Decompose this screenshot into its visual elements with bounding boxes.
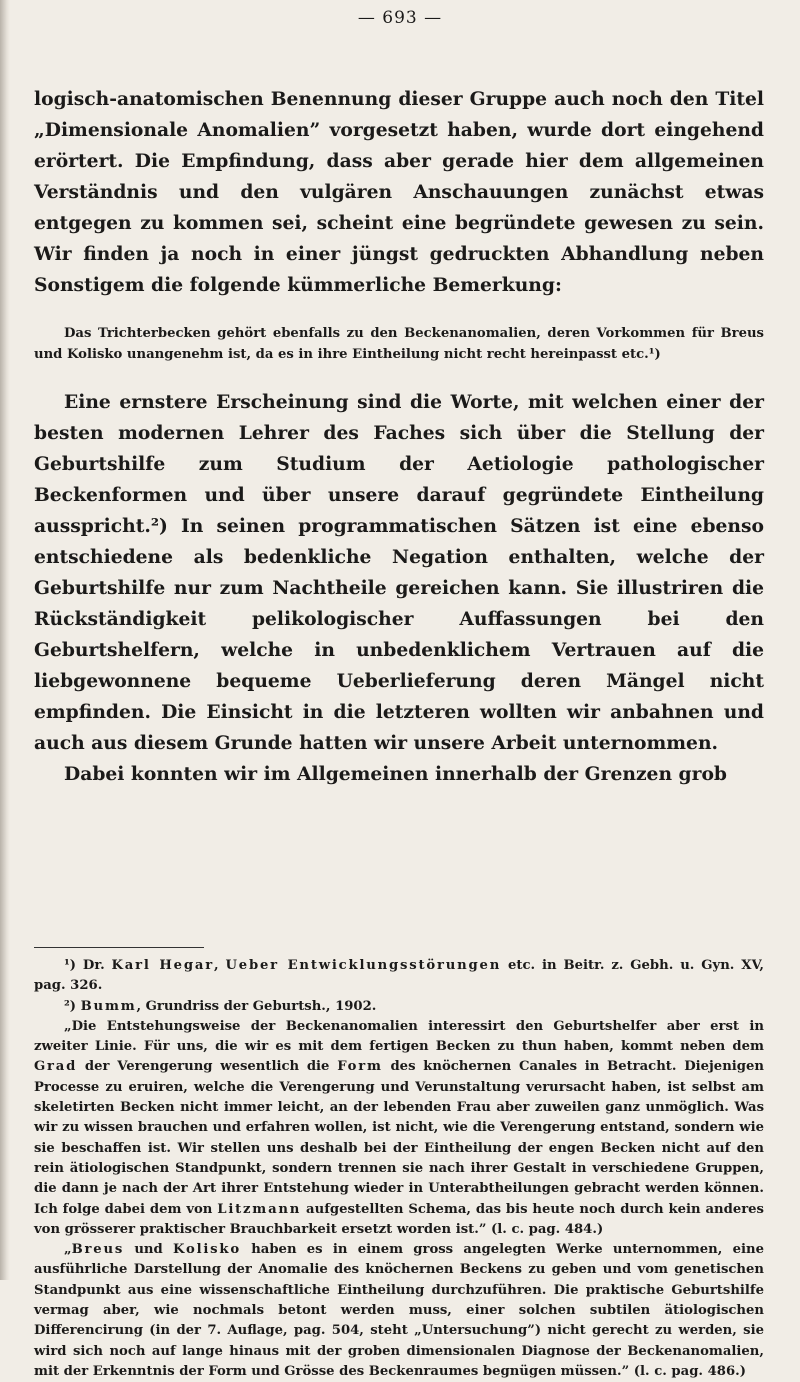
page-edge-shadow (0, 0, 10, 1280)
main-paragraph-1 (34, 84, 764, 301)
paragraph-text: logisch-anatomischen Benennung dieser Gruppe auch noch den Titel „Dimensionale Anomalien” vorgesetzt haben, wurde dort eingehend erörtert. Die Empfindung, dass aber gerade hier dem allgemeinen Verständnis und den vulgären Anschauungen zunächst etwas entgegen zu kommen sei, scheint eine begründete gewesen zu sein. Wir finden ja noch in einer jüngst gedruckten Abhandlung neben Sonstigem die folgende kümmerliche Bemerkung: (34, 88, 764, 296)
footnote-author: Bumm (80, 998, 137, 1014)
footnote-2 (34, 997, 764, 1017)
footnote-separator: , (213, 958, 226, 973)
page-number: — 693 — (357, 8, 443, 28)
emphasis-breus: Breus (71, 1242, 125, 1258)
quote-segment: haben es in einem gross angelegten Werke unternommen, eine ausführliche Darstellung der Anomalie des knöchernen Beckens zu geben und vom genetischen Standpunkt aus eine wissenschaftliche Eintheilung durchzuführen. Die praktische Geburtshilfe vermag aber, wie nochmals betont werden muss, einer solchen subtilen ätiologischen Differencirung (in der 7. Auflage, pag. 504, steht „Untersuchung”) nicht gerecht zu werden, sie wird sich noch auf lange hinaus mit der groben dimensionalen Diagnose der Beckenanomalien, mit der Erkenntnis der Form und Grösse des Beckenraumes begnügen müssen.” (l. c. pag. 486.) (34, 1242, 764, 1379)
emphasis-litzmann: Litzmann (217, 1201, 302, 1217)
quoted-remark (34, 324, 764, 365)
footnote-title: Ueber Entwicklungsstörungen (225, 958, 502, 973)
emphasis-kolisko: Kolisko (173, 1242, 241, 1258)
quote-segment: und (124, 1242, 173, 1258)
paragraph-text: Dabei konnten wir im Allgemeinen innerhalb der Grenzen grob (64, 763, 727, 785)
footnotes (34, 956, 764, 1382)
footnote-1 (34, 956, 764, 997)
footnote-quote-2 (34, 1240, 764, 1382)
quote-segment: des knöchernen Canales in Betracht. Diejenigen Processe zu eruiren, welche die Verengerung und Verunstaltung verursacht haben, ist selbst am skeletirten Becken nicht immer leicht, an der lebenden Frau aber zuweilen ganz unmöglich. Was wir zu wissen brauchen und erfahren wollen, ist nicht, wie die Verengerung entstand, sondern wie sie beschaffen ist. Wir stellen uns deshalb bei der Eintheilung der engen Becken nicht auf den rein ätiologischen Standpunkt, sondern trennen sie nach ihrer Gestalt in verschiedene Gruppen, die dann je nach der Art ihrer Entstehung wieder in Unterabtheilungen gebracht werden können. Ich folge dabei dem von (34, 1059, 764, 1217)
footnote-mark: ²) (64, 998, 81, 1014)
footnote-mark: ¹) Dr. (64, 958, 112, 973)
footnote-quote-1 (34, 1017, 764, 1240)
footnote-divider (34, 947, 204, 948)
footnote-citation: etc. in Beitr. z. Gebh. u. Gyn. XV, pag. 326. (34, 958, 765, 994)
quote-segment: der Verengerung wesentlich die (77, 1059, 338, 1075)
quote-segment: aufgestellten Schema, das bis heute noch durch kein anderes von grösserer praktischer Brauchbarkeit ersetzt worden ist.” (l. c. pag. 484.) (34, 1201, 764, 1237)
quote-segment: „ (64, 1242, 72, 1258)
page-header (0, 8, 800, 28)
quote-text: Das Trichterbecken gehört ebenfalls zu den Beckenanomalien, deren Vorkommen für Breus und Kolisko unangenehm ist, da es in ihre Eintheilung nicht recht hereinpasst etc.¹) (34, 326, 764, 362)
quote-segment: „Die Entstehungsweise der Beckenanomalien interessirt den Geburtshelfer aber erst in zweiter Linie. Für uns, die wir es mit dem fertigen Becken zu thun haben, kommt neben dem (34, 1018, 764, 1055)
footnote-citation: , Grundriss der Geburtsh., 1902. (136, 998, 377, 1014)
footnote-author: Karl Hegar (111, 958, 214, 973)
paragraph-text: Eine ernstere Erscheinung sind die Worte, mit welchen einer der besten modernen Lehrer des Faches sich über die Stellung der Geburtshilfe zum Studium der Aetiologie pathologischer Beckenformen und über unsere darauf gegründete Eintheilung ausspricht.²) In seinen programmatischen Sätzen ist eine ebenso entschiedene als bedenkliche Negation enthalten, welche der Geburtshilfe nur zum Nachtheile gereichen kann. Sie illustriren die Rückständigkeit pelikologischer Auffassungen bei den Geburtshelfern, welche in unbedenklichem Vertrauen auf die liebgewonnene bequeme Ueberlieferung deren Mängel nicht empfinden. Die Einsicht in die letzteren wollten wir anbahnen und auch aus diesem Grunde hatten wir unsere Arbeit unternommen. (34, 391, 764, 754)
emphasis-grad: Grad (34, 1059, 78, 1075)
main-paragraph-2 (34, 387, 764, 790)
emphasis-form: Form (337, 1059, 383, 1075)
